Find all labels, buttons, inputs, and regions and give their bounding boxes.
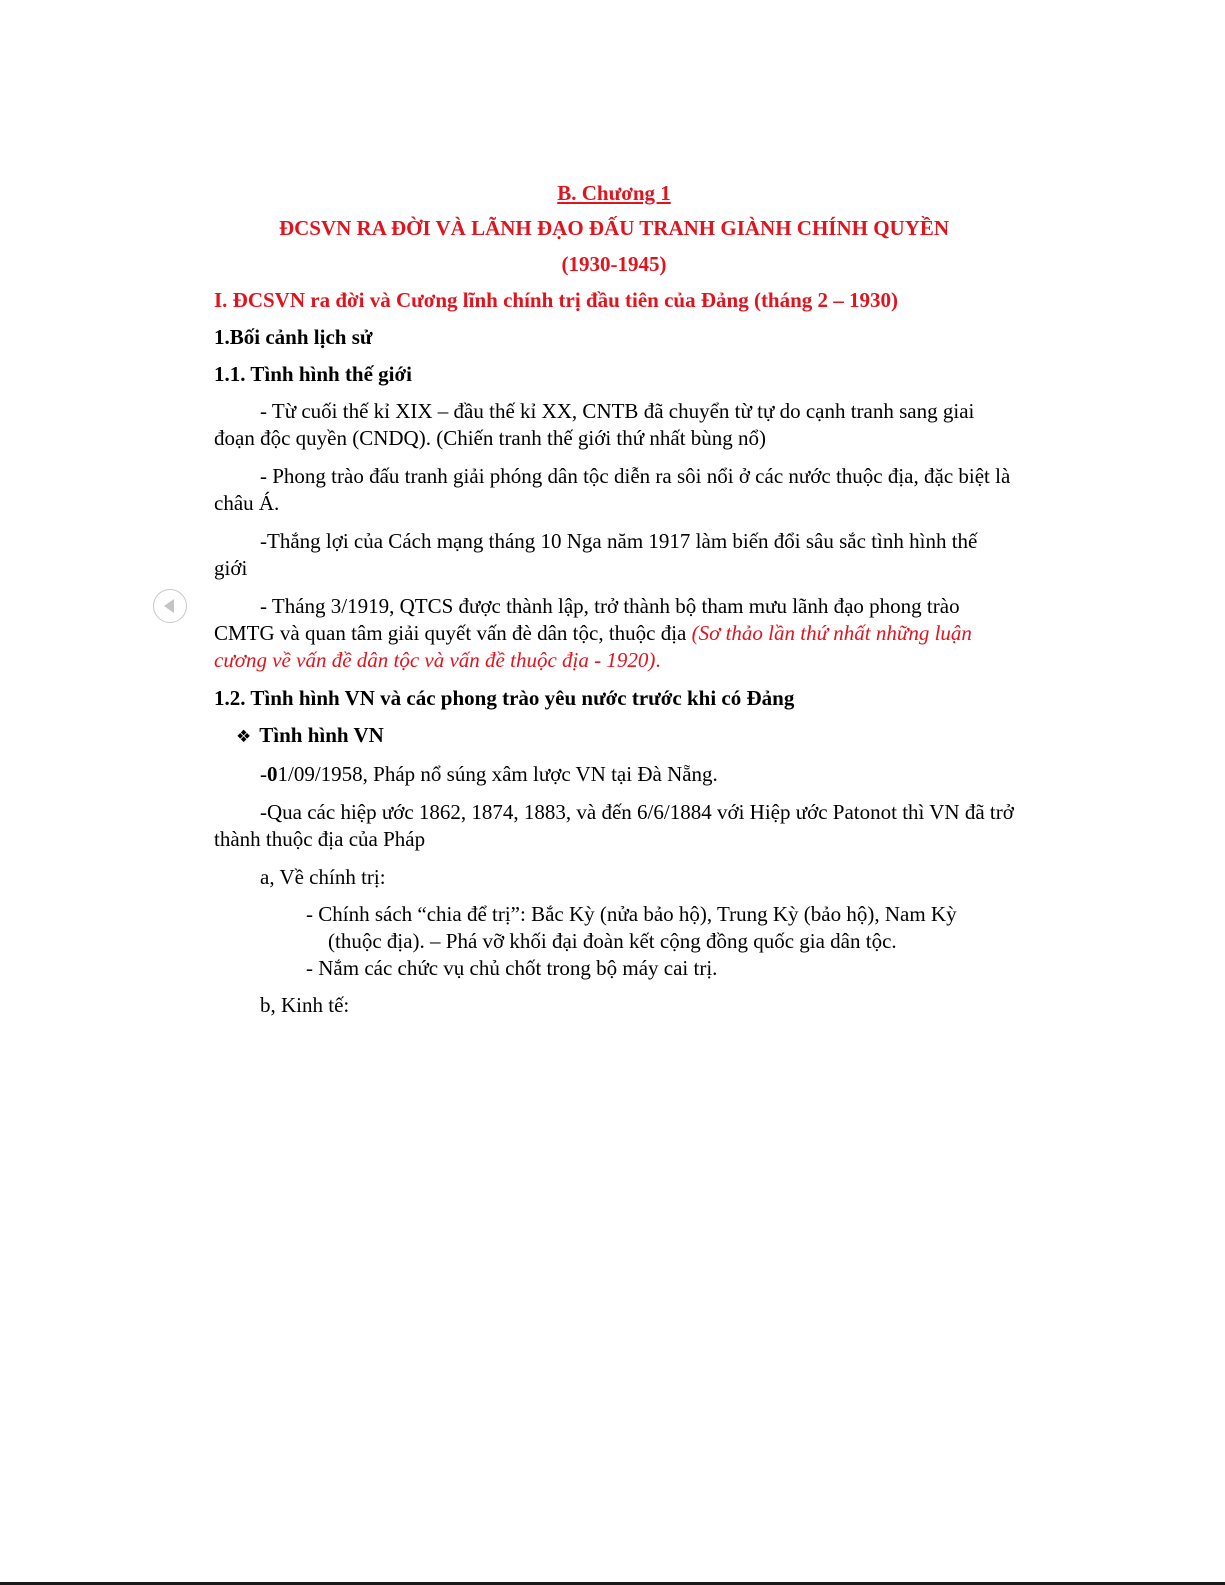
heading-1-1: 1.1. Tình hình thế giới bbox=[214, 362, 412, 386]
list-item: - Chính sách “chia để trị”: Bắc Kỳ (nửa bảo hộ), Trung Kỳ (bảo hộ), Nam Kỳ (thuộc địa). – Phá vỡ khối đại đoàn kết cộng đồng quốc gia dân tộc. bbox=[306, 902, 957, 953]
list-item: - Nắm các chức vụ chủ chốt trong bộ máy cai trị. bbox=[306, 956, 718, 980]
list-a bbox=[306, 901, 1014, 982]
chapter-heading bbox=[214, 180, 1014, 207]
subheading-b: b, Kinh tế: bbox=[260, 993, 350, 1017]
section-heading-1: I. ĐCSVN ra đời và Cương lĩnh chính trị đầu tiên của Đảng (tháng 2 – 1930) bbox=[214, 288, 899, 312]
subheading-a: a, Về chính trị: bbox=[260, 865, 386, 889]
previous-page-button[interactable] bbox=[153, 589, 187, 623]
bullet-heading bbox=[236, 722, 1014, 751]
diamond-bullet-icon: ❖ bbox=[236, 727, 252, 747]
heading-1: 1.Bối cảnh lịch sử bbox=[214, 325, 373, 349]
paragraph-5-bold: 0 bbox=[267, 762, 278, 786]
paragraph-5 bbox=[214, 761, 1014, 788]
chapter-heading-text: B. Chương 1 bbox=[557, 181, 671, 205]
paragraph-5-dash: - bbox=[260, 762, 267, 786]
paragraph-4-italic: (Sơ thảo lần thứ nhất những luận cương về vấn đề dân tộc và vấn đề thuộc địa - 1920) bbox=[214, 621, 972, 672]
chevron-left-icon bbox=[164, 599, 174, 613]
paragraph-5-rest: 1/09/1958, Pháp nổ súng xâm lược VN tại Đà Nẵng. bbox=[277, 762, 718, 786]
paragraph-1: - Từ cuối thế kỉ XIX – đầu thế kỉ XX, CNTB đã chuyển từ tự do cạnh tranh sang giai đoạn độc quyền (CNDQ). (Chiến tranh thế giới thứ nhất bùng nổ) bbox=[214, 399, 975, 450]
chapter-years: (1930-1945) bbox=[561, 252, 667, 276]
paragraph-6: -Qua các hiệp ước 1862, 1874, 1883, và đến 6/6/1884 với Hiệp ước Patonot thì VN đã trở thành thuộc địa của Pháp bbox=[214, 800, 1014, 851]
paragraph-2: - Phong trào đấu tranh giải phóng dân tộc diễn ra sôi nổi ở các nước thuộc địa, đặc biệt là châu Á. bbox=[214, 464, 1011, 515]
document-body bbox=[214, 180, 1014, 1029]
bullet-heading-text: Tình hình VN bbox=[259, 723, 384, 747]
paragraph-4-text: - Tháng 3/1919, QTCS được thành lập, trở thành bộ tham mưu lãnh đạo phong trào CMTG và quan tâm giải quyết vấn đè dân tộc, thuộc địa bbox=[214, 594, 960, 645]
chapter-title: ĐCSVN RA ĐỜI VÀ LÃNH ĐẠO ĐẤU TRANH GIÀNH CHÍNH QUYỀN bbox=[278, 216, 950, 240]
paragraph-3: -Thắng lợi của Cách mạng tháng 10 Nga năm 1917 làm biến đổi sâu sắc tình hình thế giới bbox=[214, 529, 978, 580]
heading-1-2: 1.2. Tình hình VN và các phong trào yêu nước trước khi có Đảng bbox=[214, 686, 795, 710]
paragraph-4-end: . bbox=[655, 648, 661, 672]
paragraph-4 bbox=[214, 593, 1014, 674]
